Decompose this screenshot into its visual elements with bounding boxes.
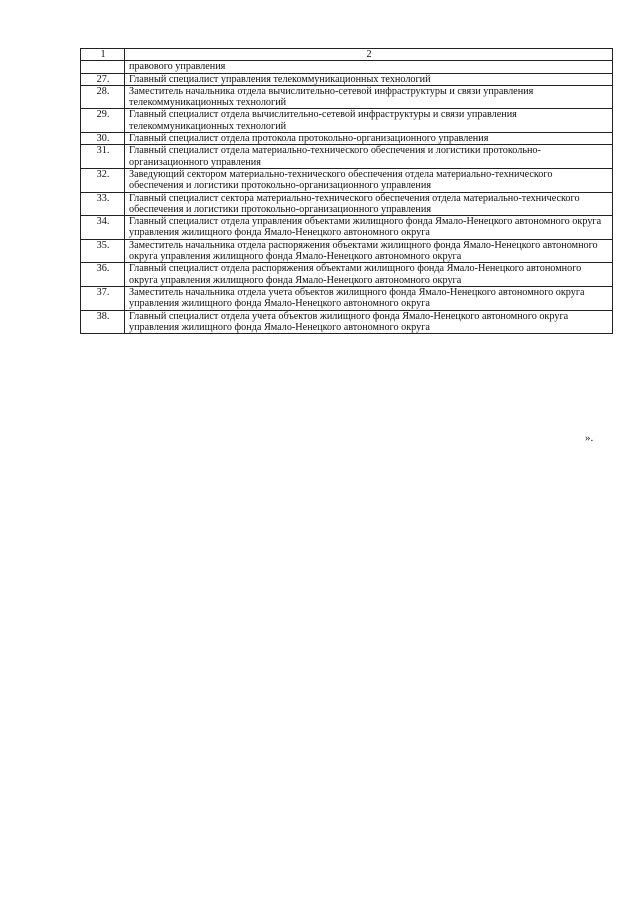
table-row	[81, 310, 613, 334]
closing-quote-mark: ».	[585, 432, 594, 444]
table-row	[81, 73, 613, 85]
table-row	[81, 286, 613, 310]
row-position-title: Главный специалист отдела вычислительно-сетевой инфраструктуры и связи управления телекоммуникационных технологий	[125, 109, 613, 133]
row-text-continuation: правового управления	[125, 61, 613, 73]
row-position-title: Заведующий сектором материально-технического обеспечения отдела материально-технического обеспечения и логистики протокольно-организационного управления	[125, 168, 613, 192]
row-position-title: Заместитель начальника отдела вычислительно-сетевой инфраструктуры и связи управления телекоммуникационных технологий	[125, 85, 613, 109]
table-row	[81, 263, 613, 287]
table-row	[81, 192, 613, 216]
table-body	[81, 61, 613, 334]
row-number: 38.	[81, 310, 125, 334]
table-row	[81, 216, 613, 240]
row-number: 32.	[81, 168, 125, 192]
table-row	[81, 145, 613, 169]
table-row	[81, 168, 613, 192]
row-position-title: Главный специалист управления телекоммуникационных технологий	[125, 73, 613, 85]
table-row-continuation	[81, 61, 613, 73]
row-number: 34.	[81, 216, 125, 240]
row-position-title: Главный специалист сектора материально-технического обеспечения отдела материально-технического обеспечения и логистики протокольно-организационного управления	[125, 192, 613, 216]
row-number: 36.	[81, 263, 125, 287]
row-number: 28.	[81, 85, 125, 109]
row-position-title: Главный специалист отдела учета объектов жилищного фонда Ямало-Ненецкого автономного округа управления жилищного фонда Ямало-Ненецкого автономного округа	[125, 310, 613, 334]
row-position-title: Главный специалист отдела материально-технического обеспечения и логистики протокольно-организационного управления	[125, 145, 613, 169]
column-header-position: 2	[125, 49, 613, 61]
row-number: 29.	[81, 109, 125, 133]
row-position-title: Главный специалист отдела распоряжения объектами жилищного фонда Ямало-Ненецкого автономного округа управления жилищного фонда Ямало-Ненецкого автономного округа	[125, 263, 613, 287]
row-number: 35.	[81, 239, 125, 263]
row-number-empty	[81, 61, 125, 73]
row-number: 27.	[81, 73, 125, 85]
row-number: 31.	[81, 145, 125, 169]
column-header-number: 1	[81, 49, 125, 61]
row-position-title: Главный специалист отдела управления объектами жилищного фонда Ямало-Ненецкого автономного округа управления жилищного фонда Ямало-Ненецкого автономного округа	[125, 216, 613, 240]
row-position-title: Заместитель начальника отдела распоряжения объектами жилищного фонда Ямало-Ненецкого автономного округа управления жилищного фонда Ямало-Ненецкого автономного округа	[125, 239, 613, 263]
row-position-title: Главный специалист отдела протокола протокольно-организационного управления	[125, 133, 613, 145]
positions-table	[80, 48, 613, 334]
table-row	[81, 109, 613, 133]
row-position-title: Заместитель начальника отдела учета объектов жилищного фонда Ямало-Ненецкого автономного округа управления жилищного фонда Ямало-Ненецкого автономного округа	[125, 286, 613, 310]
row-number: 33.	[81, 192, 125, 216]
row-number: 30.	[81, 133, 125, 145]
row-number: 37.	[81, 286, 125, 310]
table-row	[81, 239, 613, 263]
table-header-row	[81, 49, 613, 61]
table-row	[81, 85, 613, 109]
table-row	[81, 133, 613, 145]
